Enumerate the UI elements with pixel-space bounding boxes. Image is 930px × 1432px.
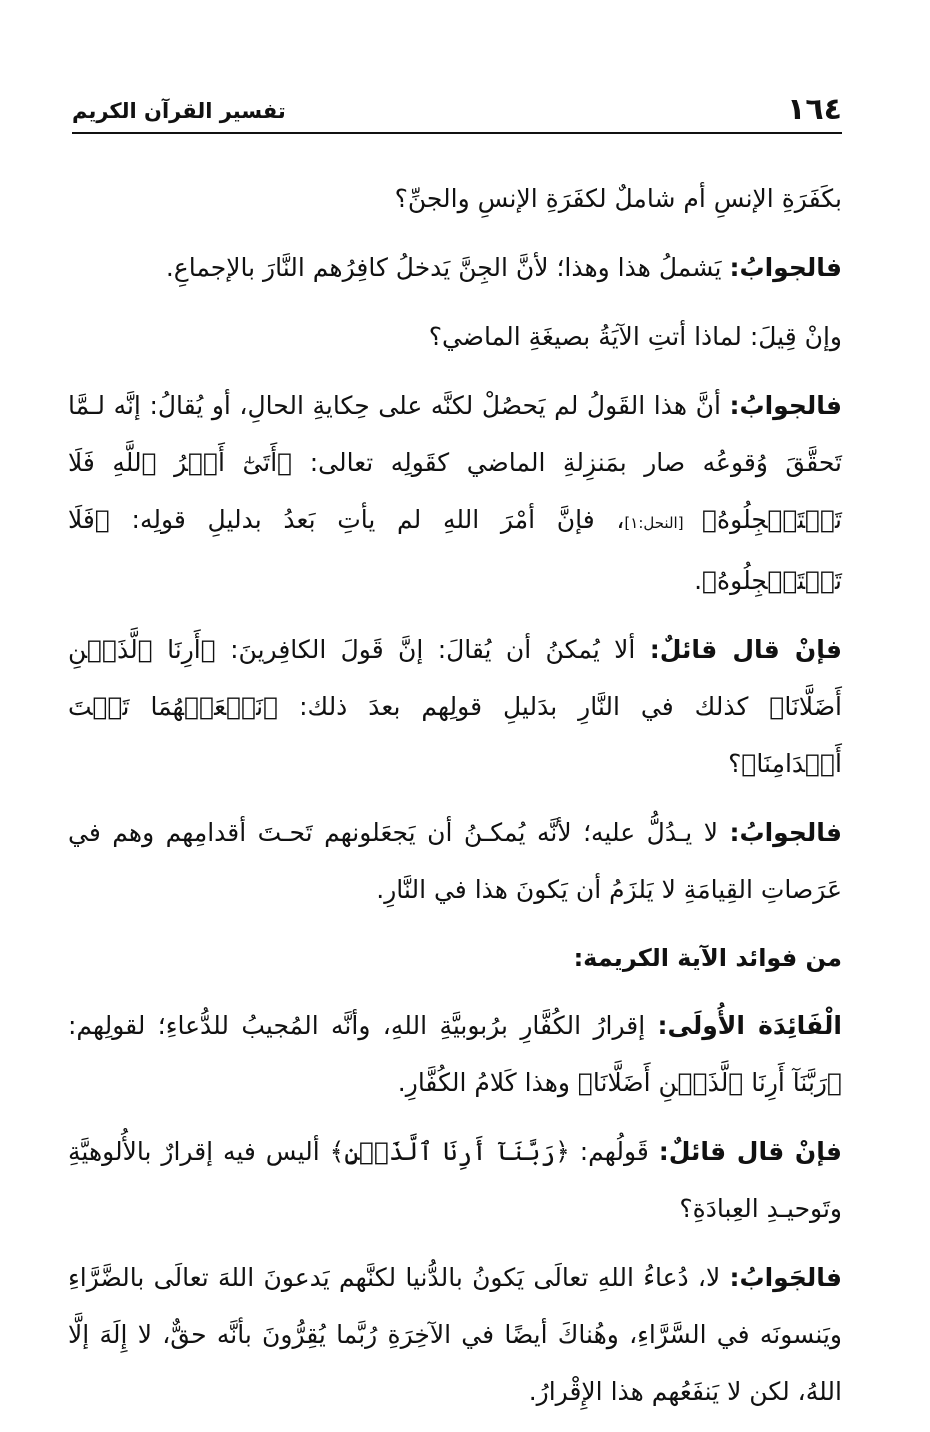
paragraph-text: أليس فيه إقرارٌ بالأُلوهيَّةِ وتَوحيـدِ العِبادَةِ؟ — [68, 1137, 842, 1223]
paragraph-lead: فإنْ قال قائلٌ: — [649, 635, 842, 664]
paragraph-text: وهذا كَلامُ الكُفَّارِ. — [397, 1068, 578, 1097]
paragraph-text: أنَّ هذا القَولُ لم يَحصُلْ لكنَّه على حِكايةِ الحالِ، أو يُقالُ: إنَّه لـمَّا تَحقَّقَ وُقوعُه صار بمَنزِلةِ الماضي كقَولِه تعالى: — [68, 391, 842, 477]
paragraph-text: إقرارُ الكُفَّارِ برُبوبيَّةِ اللهِ، وأنَّه المُجيبُ للدُّعاءِ؛ لقولِهم: — [68, 1011, 658, 1040]
paragraph-text: ألا يُمكنُ أن يُقالَ: إنَّ قَولَ الكافِرينَ: — [215, 635, 650, 664]
paragraph-lead: فالجوابُ: — [729, 818, 842, 847]
paragraph-text: . — [694, 566, 703, 595]
paragraph-lead: الْفَائِدَة الأُولَى: — [657, 1011, 843, 1040]
paragraph-text: لا، دُعاءُ اللهِ تعالَى يَكونُ بالدُّنيا لكنَّهم يَدعونَ اللهَ تعالَى بالضَّرَّاءِ ويَنسونَه في السَّرَّاءِ، وهُناكَ أيضًا في الآخِرَةِ رُبَّما يُقِرُّونَ بأنَّه حقٌّ، لا إِلَهَ إلَّا اللهُ، لكن لا يَنفَعُهم هذا الإِقْرارُ. — [68, 1263, 842, 1406]
quran-verse: ﴿أَرِنَا ٱلَّذَيۡنِ أَضَلَّانَا﴾ — [68, 635, 842, 721]
paragraph-1 — [68, 170, 842, 227]
quran-verse: ﴿نَجۡعَلۡهُمَا تَحۡتَ أَقۡدَامِنَا﴾ — [68, 692, 842, 778]
paragraph-text: وإنْ قِيلَ: لماذا أتتِ الآيَةُ بصيغَةِ الماضي؟ — [428, 322, 842, 351]
paragraph-5 — [68, 621, 842, 792]
paragraph-lead: فالجوابُ: — [729, 391, 842, 420]
paragraph-text: ؟ — [728, 749, 742, 778]
verse-reference: [النحل:١] — [624, 514, 703, 532]
page-number: ١٦٤ — [787, 92, 842, 127]
paragraph-8 — [68, 1123, 842, 1237]
book-title: تفسير القرآن الكريم — [72, 99, 286, 123]
paragraph-text: كذلك في النَّارِ بدَليلِ قولِهم بعدَ ذلك: — [278, 692, 770, 721]
quran-verse: ﴿فَلَا تَسۡتَعۡجِلُوهُ﴾ — [68, 505, 842, 595]
quran-verse: ﴿أَتَىٰٓ أَمۡرُ ٱللَّهِ فَلَا تَسۡتَعۡجِلُوهُ﴾ — [68, 448, 842, 534]
paragraph-text: يَشملُ هذا وهذا؛ لأنَّ الجِنَّ يَدخلُ كافِرُهم النَّارَ بالإجماعِ. — [165, 253, 730, 282]
quran-verse: ﴿رَبَّنَآ أَرِنَا ٱلَّذَيۡنِ أَضَلَّانَا﴾ — [577, 1068, 842, 1097]
paragraph-text: قَولُهم: — [569, 1137, 659, 1166]
paragraph-6 — [68, 804, 842, 918]
paragraph-9 — [68, 1249, 842, 1420]
paragraph-lead: فالجوابُ: — [729, 253, 842, 282]
paragraph-lead: فإنْ قال قائلٌ: — [658, 1137, 842, 1166]
header-divider — [72, 132, 842, 134]
section-heading: من فوائد الآية الكريمة: — [573, 944, 842, 972]
paragraph-3 — [68, 308, 842, 365]
paragraph-lead: فالجَوابُ: — [729, 1263, 842, 1292]
paragraph-7 — [68, 997, 842, 1111]
paragraph-4 — [68, 377, 842, 609]
page-body — [68, 170, 842, 1432]
paragraph-text: ، فإنَّ أمْرَ اللهِ لم يأتِ بَعدُ بدليلِ قولِه: — [109, 505, 625, 534]
page-header — [72, 92, 842, 132]
paragraph-2 — [68, 239, 842, 296]
paragraph-text: لا يـدُلُّ عليه؛ لأنَّه يُمكـنُ أن يَجعَلونهم تَحـتَ أقدامِهم وهم في عَرَصاتِ القِيامَةِ لا يَلزَمُ أن يَكونَ هذا في النَّارِ. — [68, 818, 842, 904]
paragraph-text: بكَفَرَةِ الإنسِ أم شاملٌ لكفَرَةِ الإنسِ والجنِّ؟ — [394, 184, 842, 213]
quran-verse: ﴿رَبَّنَآ أَرِنَا ٱلَّذَيۡنِ﴾ — [329, 1137, 570, 1166]
